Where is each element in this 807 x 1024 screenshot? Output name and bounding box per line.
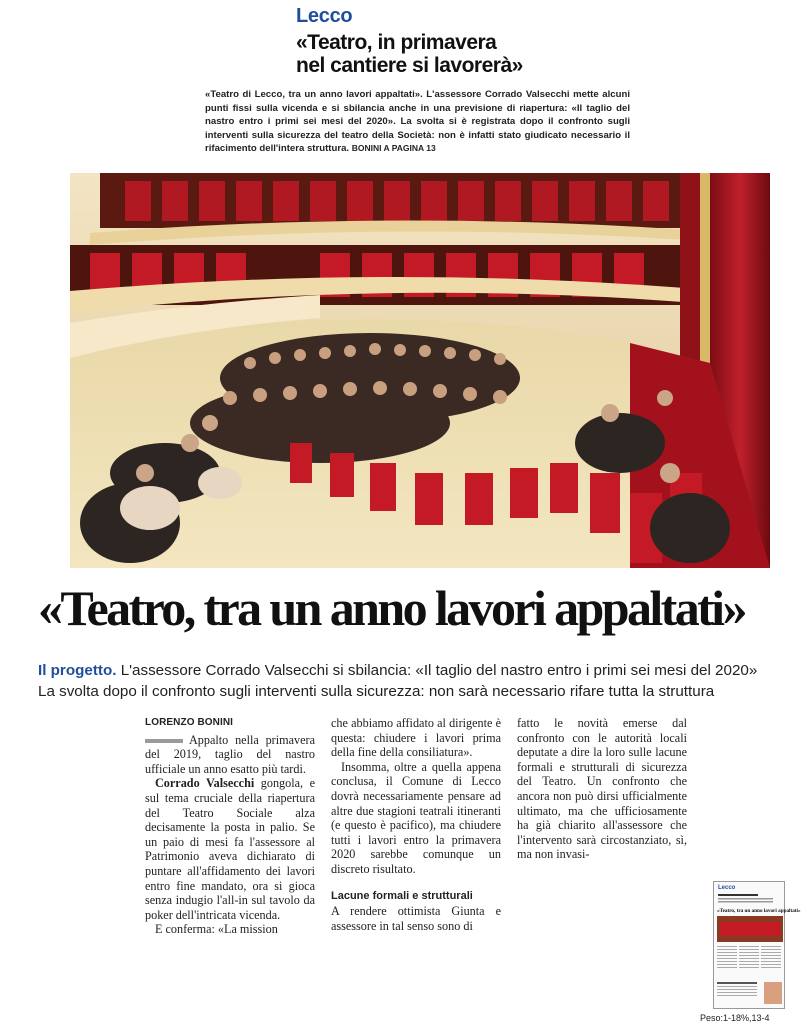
- thumbnail-headline: «Teatro, tra un anno lavori appaltati»: [717, 908, 801, 914]
- subheading: Lacune formali e strutturali: [331, 889, 473, 902]
- article-column-1: [145, 716, 315, 937]
- paragraph: A rendere ottimista Giunta e assessore in tal senso sono di: [331, 904, 501, 933]
- article-column-3: [517, 716, 687, 862]
- top-headline: [296, 31, 626, 77]
- theatre-photo: [70, 173, 770, 568]
- thumbnail-city: Lecco: [718, 885, 736, 891]
- paragraph: fatto le novità emerse dal confronto con le autorità locali deputate a dire la loro sulle lacune formali e strutturali di sicurezza del Teatro. Un confronto che ancora non può dirsi ufficialmente ultimato, ma che ufficiosamente ha già chiarito all'assessore che l'intervento sarà circostanziato, sì, ma non invasi-: [517, 716, 687, 862]
- paragraph: Insomma, oltre a quella appena conclusa, il Comune di Lecco dovrà necessariamente pensare ad altre due stagioni teatrali itineranti (e questo è pacifico), ma chiudere tutti i lavori entro la primavera 2020 sarebbe comunque un discreto risultato.: [331, 759, 501, 876]
- thumbnail-layout-graphic: [714, 882, 786, 1010]
- deck-line2: La svolta dopo il confronto sugli interventi sulla sicurezza: non sarà necessario rifare tutta la struttura: [38, 683, 715, 700]
- person-name: Corrado Valsecchi: [155, 776, 255, 791]
- byline-rule: [145, 739, 183, 743]
- paragraph: che abbiamo affidato al dirigente è questa: chiudere i lavori prima della fine della consiliatura».: [331, 716, 501, 760]
- paragraph: E conferma: «La mission: [155, 922, 278, 937]
- page-reference: BONINI A PAGINA 13: [351, 143, 436, 153]
- page-thumbnail: [713, 881, 801, 1009]
- top-summary-text: «Teatro di Lecco, tra un anno lavori appaltati». L'assessore Corrado Valsecchi mette alcuni punti fissi sulla vicenda e si sbilancia anche in una previsione di riapertura: «Il taglio del nastro entro i primi sei mesi del 2020». La svolta si è registrata dopo il confronto sugli interventi sulla sicurezza del teatro della Società: non è infatti stato giudicato necessario il rifacimento dell'intera struttura.: [205, 89, 630, 154]
- byline: LORENZO BONINI: [145, 717, 234, 728]
- paragraph: Corrado Valsecchi gongola, e sul tema cruciale della riapertura del Teatro Sociale alza decisamente la posta in palio. Se un paio di mesi fa l'assessore al Patrimonio aveva dichiarato di puntare all'affidamento dei lavori entro fine mandato, ora si gioca senza indugio l'all-in sul tavolo da poker dell'intricata vicenda.: [145, 776, 315, 922]
- theatre-interior-illustration: [70, 173, 770, 568]
- paragraph: Appalto nella primavera del 2019, taglio del nastro ufficiale un anno esatto più tardi.: [145, 732, 315, 776]
- deck-line1-text: L'assessore Corrado Valsecchi si sbilancia: «Il taglio del nastro entro i primi sei mesi del 2020»: [120, 662, 758, 679]
- article-column-2: [331, 716, 501, 933]
- section-label-city: Lecco: [296, 5, 353, 27]
- footer-weight: Peso:1-18%,13-4: [700, 1013, 770, 1023]
- deck-kicker: Il progetto.: [38, 662, 117, 679]
- main-headline: «Teatro, tra un anno lavori appaltati»: [38, 580, 745, 636]
- top-headline-line2: nel cantiere si lavorerà»: [296, 54, 523, 77]
- deck: [38, 660, 785, 702]
- deck-line1: [38, 660, 785, 681]
- top-summary: [205, 88, 630, 156]
- top-headline-line1: «Teatro, in primavera: [296, 31, 497, 54]
